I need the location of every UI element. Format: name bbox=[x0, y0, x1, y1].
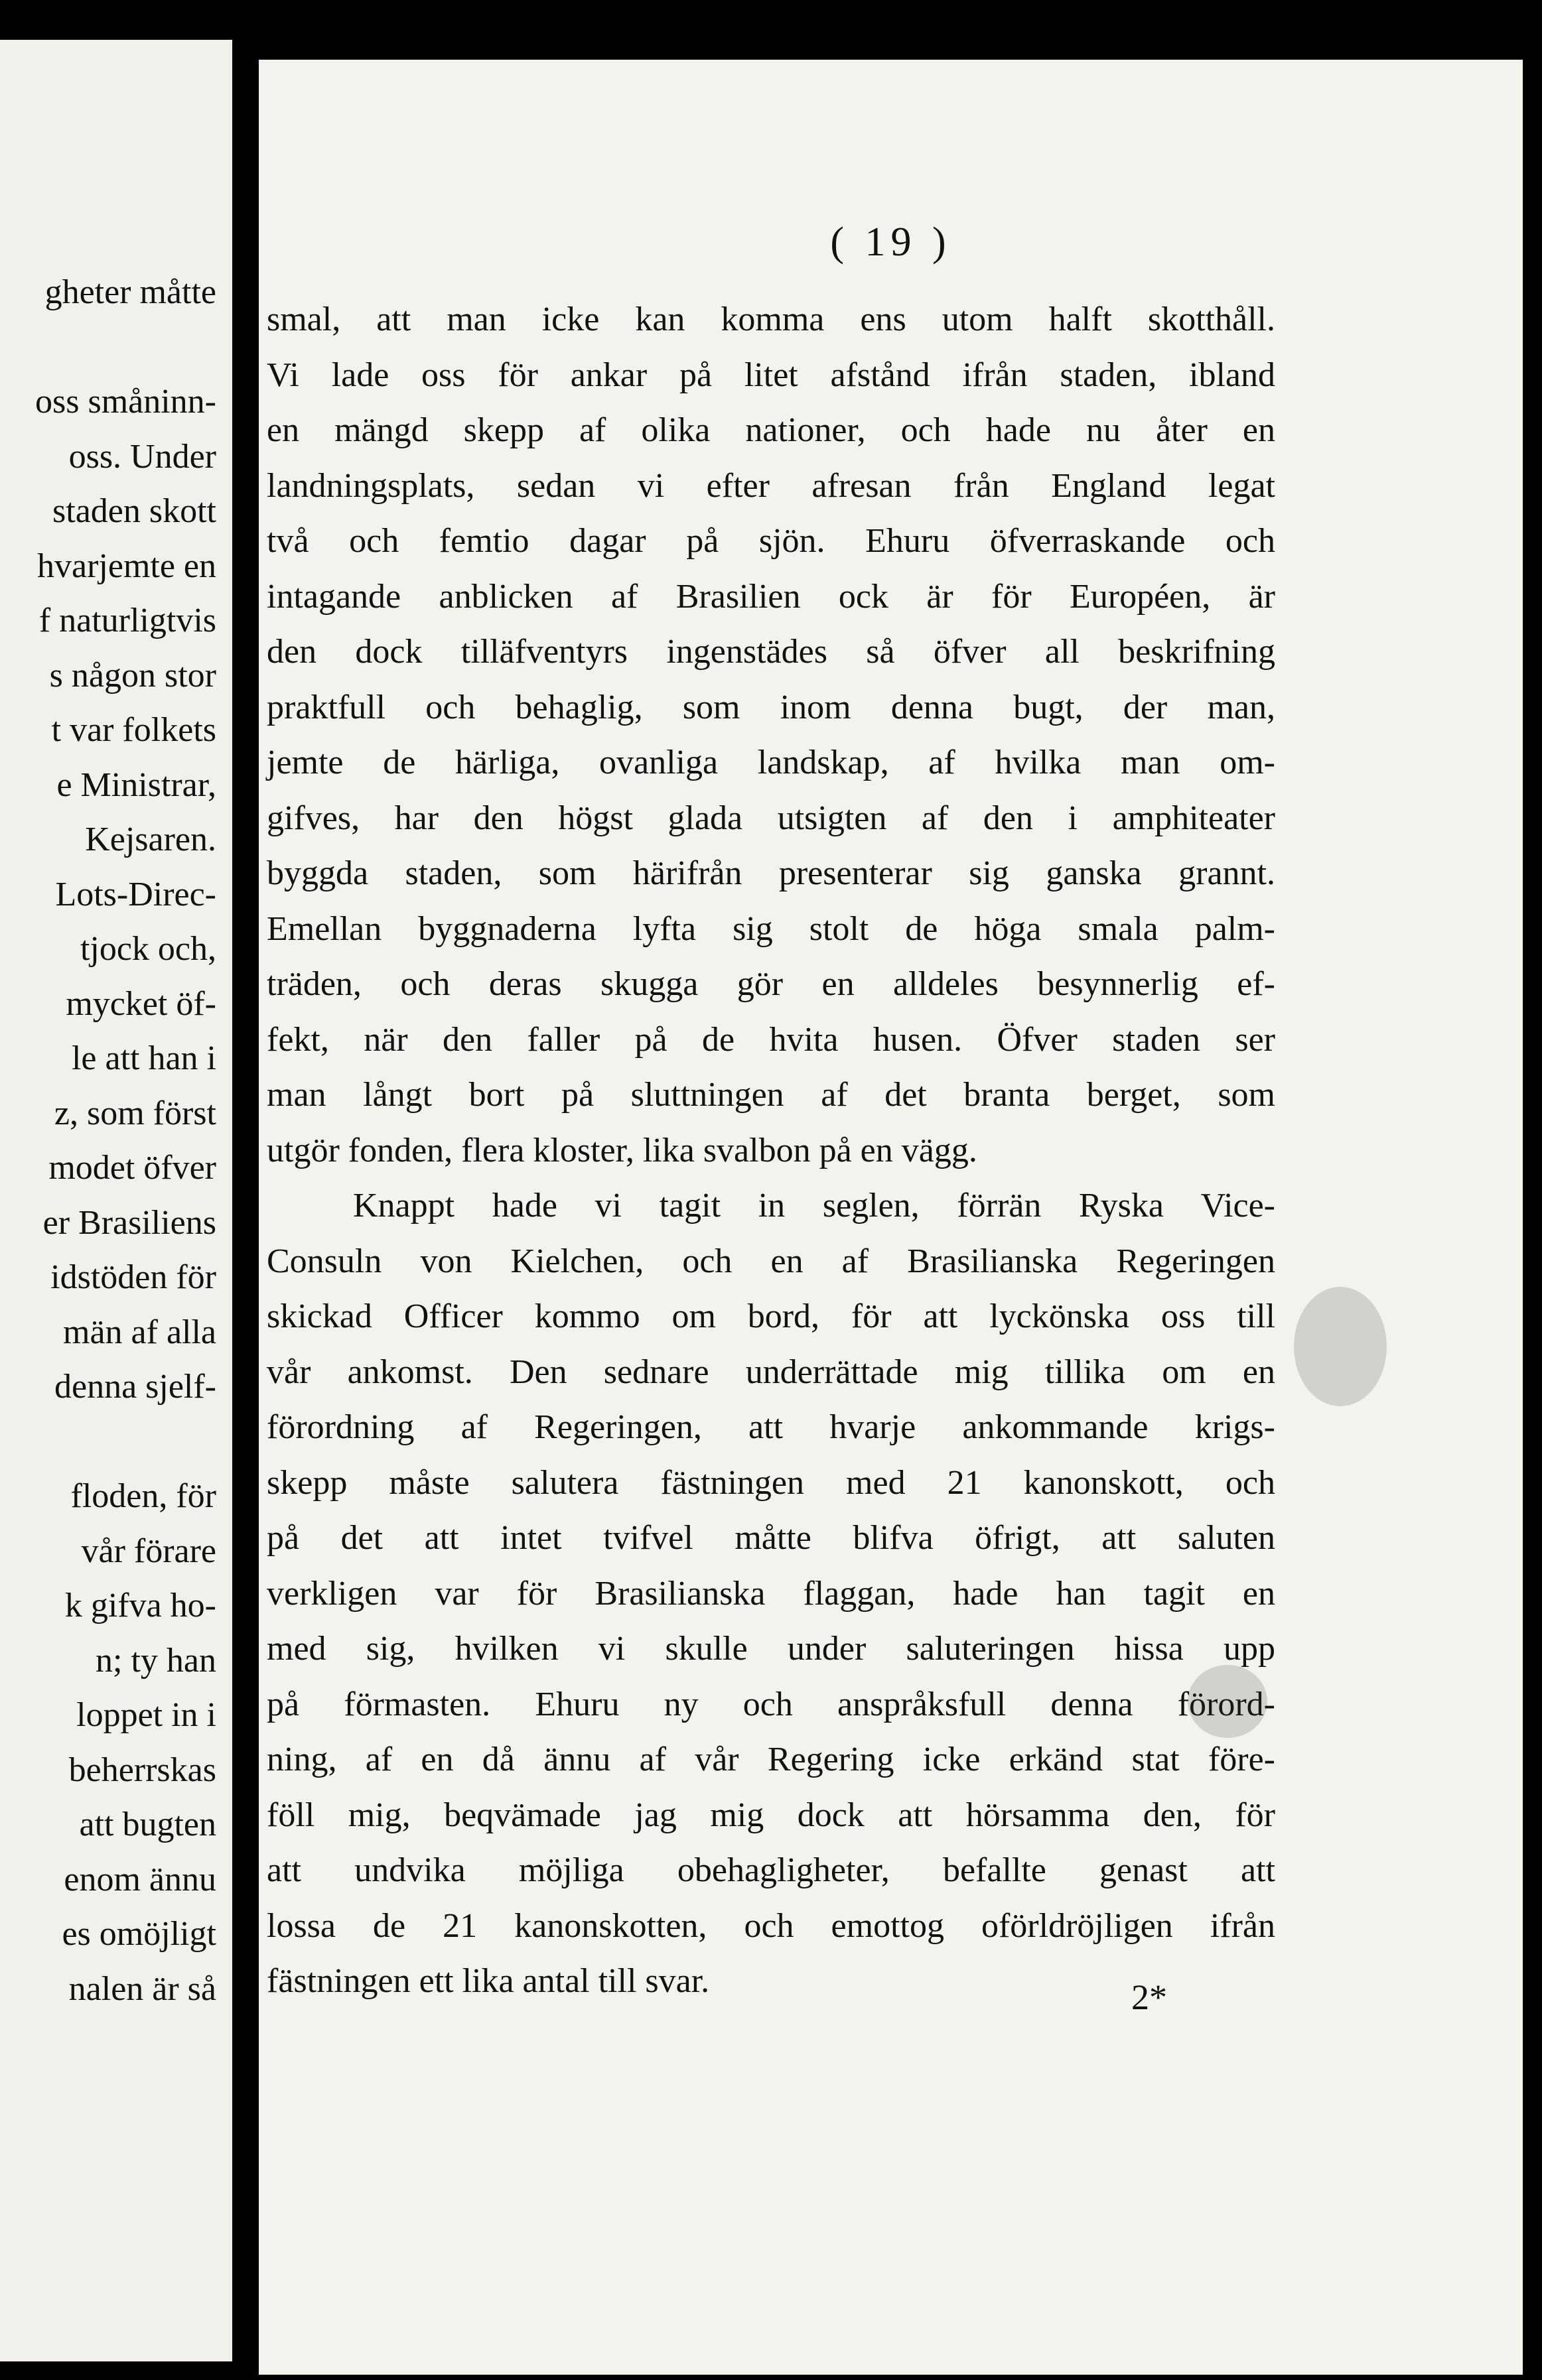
left-page-line: staden skott bbox=[52, 492, 216, 530]
left-page-line: f naturligtvis bbox=[38, 602, 216, 639]
left-page-line: vår förare bbox=[81, 1532, 216, 1570]
left-page-line: e Ministrar, bbox=[56, 765, 216, 804]
left-page-line: modet öfver bbox=[48, 1149, 216, 1187]
text-line: föll mig, beqvämade jag mig dock att hörsamma den, för bbox=[267, 1796, 1275, 1834]
left-page-line: idstöden för bbox=[50, 1258, 216, 1296]
left-page-line: t var folkets bbox=[51, 711, 216, 749]
left-page-line: enom ännu bbox=[64, 1860, 216, 1898]
right-page bbox=[259, 60, 1523, 2375]
left-page-line: hvarjemte en bbox=[37, 547, 216, 585]
text-line: fästningen ett lika antal till svar. bbox=[267, 1962, 710, 2000]
left-page-fragment bbox=[0, 40, 232, 2361]
left-page-line: er Brasiliens bbox=[42, 1203, 216, 1242]
page-number: ( 19 ) bbox=[830, 220, 951, 265]
left-page-line: Lots-Direc- bbox=[55, 875, 216, 913]
left-page-line: es omöjligt bbox=[62, 1915, 216, 1953]
text-line: på det att intet tvifvel måtte blifva öfrigt, att saluten bbox=[267, 1519, 1275, 1557]
left-page-line: oss. Under bbox=[68, 437, 216, 476]
left-page-line: tjock och, bbox=[80, 930, 216, 968]
left-page-line: oss småninn- bbox=[35, 383, 216, 421]
text-line: skickad Officer kommo om bord, för att lyckönska oss till bbox=[267, 1297, 1275, 1335]
left-page-line: Kejsaren. bbox=[85, 821, 216, 858]
text-line: ning, af en då ännu af vår Regering icke erkänd stat före- bbox=[267, 1741, 1275, 1778]
text-line: man långt bort på sluttningen af det branta berget, som bbox=[267, 1076, 1275, 1114]
left-page-line: mycket öf- bbox=[66, 984, 216, 1023]
left-page-text bbox=[0, 265, 216, 2016]
text-line: smal, att man icke kan komma ens utom halft skotthåll. bbox=[267, 300, 1275, 338]
text-line: träden, och deras skugga gör en alldeles besynnerlig ef- bbox=[267, 965, 1275, 1003]
text-line: byggda staden, som härifrån presenterar sig ganska grannt. bbox=[267, 854, 1275, 892]
text-line: vår ankomst. Den sednare underrättade mig tillika om en bbox=[267, 1353, 1275, 1391]
paper-stain bbox=[1188, 1665, 1267, 1738]
left-page-line: att bugten bbox=[79, 1806, 216, 1843]
text-line: skepp måste salutera fästningen med 21 kanonskott, och bbox=[267, 1463, 1275, 1502]
text-line: jemte de härliga, ovanliga landskap, af hvilka man om- bbox=[267, 744, 1275, 781]
text-line: lossa de 21 kanonskotten, och emottog oförldröjligen ifrån bbox=[267, 1906, 1275, 1945]
text-line: den dock tilläfventyrs ingenstädes så öfver all beskrifning bbox=[267, 633, 1275, 671]
text-line: intagande anblicken af Brasilien ock är för Européen, är bbox=[267, 577, 1275, 616]
text-line: att undvika möjliga obehagligheter, befallte genast att bbox=[267, 1851, 1275, 1889]
text-line: Consuln von Kielchen, och en af Brasilianska Regeringen bbox=[267, 1242, 1275, 1280]
text-line: praktfull och behaglig, som inom denna bugt, der man, bbox=[267, 688, 1275, 726]
text-line: Vi lade oss för ankar på litet afstånd ifrån staden, ibland bbox=[267, 356, 1275, 394]
left-page-line: k gifva ho- bbox=[64, 1587, 216, 1624]
left-page-line: beherrskas bbox=[68, 1751, 216, 1789]
left-page-line: denna sjelf- bbox=[54, 1368, 216, 1406]
text-line: en mängd skepp af olika nationer, och hade nu åter en bbox=[267, 411, 1275, 449]
left-page-line: nalen är så bbox=[68, 1969, 216, 2008]
text-line: fekt, när den faller på de hvita husen. Öfver staden ser bbox=[267, 1020, 1275, 1059]
paper-stain bbox=[1294, 1287, 1387, 1406]
text-line: Knappt hade vi tagit in seglen, förrän Ryska Vice- bbox=[353, 1187, 1275, 1224]
left-page-line: gheter måtte bbox=[44, 273, 216, 311]
text-line: med sig, hvilken vi skulle under saluteringen hissa upp bbox=[267, 1630, 1275, 1668]
left-page-line: loppet in i bbox=[76, 1696, 216, 1734]
left-page-line: floden, för bbox=[70, 1477, 216, 1515]
left-page-line bbox=[0, 320, 216, 375]
text-line: förordning af Regeringen, att hvarje ankommande krigs- bbox=[267, 1408, 1275, 1446]
text-line: landningsplats, sedan vi efter afresan från England legat bbox=[267, 466, 1275, 505]
left-page-line: s någon stor bbox=[49, 656, 216, 694]
left-page-line: män af alla bbox=[63, 1313, 216, 1351]
text-line: på förmasten. Ehuru ny och anspråksfull denna förord- bbox=[267, 1685, 1275, 1723]
signature-mark: 2* bbox=[1131, 1977, 1167, 2017]
left-page-line: le att han i bbox=[71, 1039, 216, 1077]
text-line: utgör fonden, flera kloster, lika svalbon på en vägg. bbox=[267, 1131, 977, 1169]
left-page-line: z, som först bbox=[54, 1094, 216, 1132]
text-line: gifves, har den högst glada utsigten af den i amphiteater bbox=[267, 799, 1275, 837]
left-page-line: n; ty han bbox=[96, 1641, 216, 1680]
left-page-line bbox=[0, 1415, 216, 1470]
body-text bbox=[267, 292, 1275, 2009]
text-line: verkligen var för Brasilianska flaggan, hade han tagit en bbox=[267, 1574, 1275, 1613]
text-line: två och femtio dagar på sjön. Ehuru öfverraskande och bbox=[267, 522, 1275, 560]
text-line: Emellan byggnaderna lyfta sig stolt de höga smala palm- bbox=[267, 909, 1275, 948]
